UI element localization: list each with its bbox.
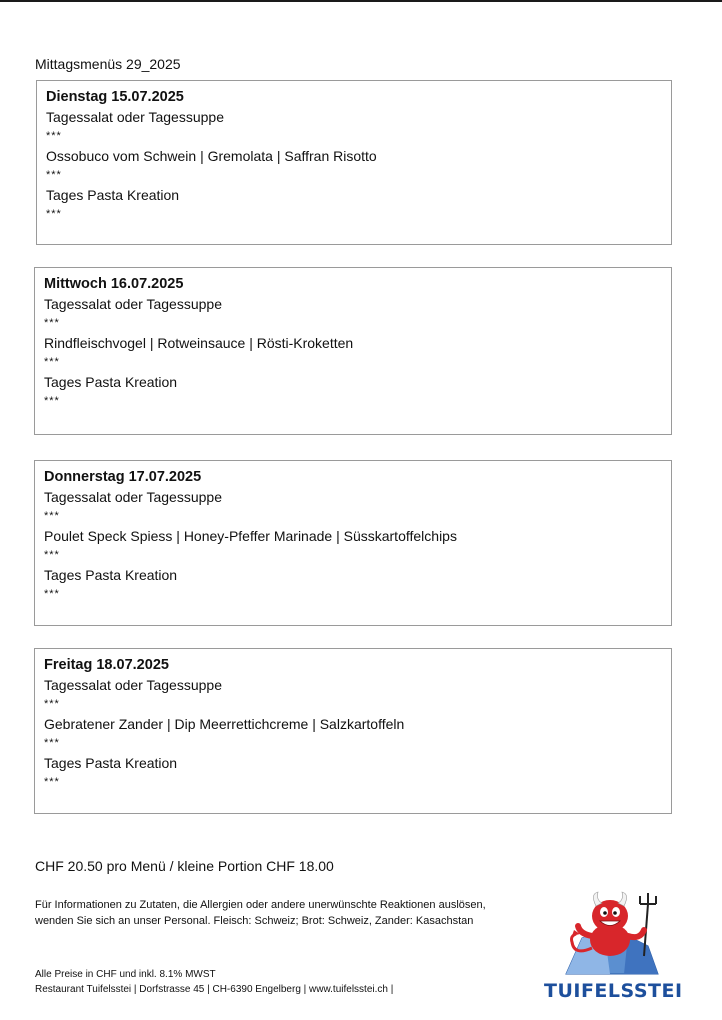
allergen-info-line: wenden Sie sich an unser Personal. Fleisch: Schweiz; Brot: Schweiz, Zander: Kasachstan (35, 915, 474, 927)
separator: *** (46, 130, 62, 142)
separator: *** (44, 395, 60, 407)
starter-option: Tagessalat oder Tagessuppe (46, 109, 224, 125)
separator: *** (44, 549, 60, 561)
pasta-option: Tages Pasta Kreation (44, 374, 178, 390)
separator: *** (44, 510, 60, 522)
day-heading: Mittwoch 16.07.2025 (44, 276, 184, 292)
restaurant-logo (544, 890, 683, 1002)
allergen-info (35, 897, 555, 929)
day-menu-tuesday (36, 80, 672, 245)
separator: *** (44, 588, 60, 600)
day-heading: Dienstag 15.07.2025 (46, 89, 184, 105)
main-course: Ossobuco vom Schwein | Gremolata | Saffran Risotto (46, 148, 377, 164)
separator: *** (46, 169, 62, 181)
day-heading: Freitag 18.07.2025 (44, 657, 169, 673)
main-course: Poulet Speck Spiess | Honey-Pfeffer Marinade | Süsskartoffelchips (44, 528, 457, 544)
footer (35, 967, 393, 997)
pasta-option: Tages Pasta Kreation (44, 755, 178, 771)
main-course: Gebratener Zander | Dip Meerrettichcreme | Salzkartoffeln (44, 716, 405, 732)
day-heading: Donnerstag 17.07.2025 (44, 469, 202, 485)
separator: *** (44, 776, 60, 788)
separator: *** (46, 208, 62, 220)
day-menu-friday (34, 648, 672, 814)
separator: *** (44, 698, 60, 710)
pasta-option: Tages Pasta Kreation (44, 567, 178, 583)
starter-option: Tagessalat oder Tagessuppe (44, 677, 222, 693)
separator: *** (44, 737, 60, 749)
footer-vat-note: Alle Preise in CHF und inkl. 8.1% MWST (35, 969, 216, 980)
starter-option: Tagessalat oder Tagessuppe (44, 296, 222, 312)
page-title: Mittagsmenüs 29_2025 (35, 56, 181, 72)
footer-address: Restaurant Tuifelsstei | Dorfstrasse 45 | CH-6390 Engelberg | www.tuifelsstei.ch | (35, 984, 394, 995)
allergen-info-line: Für Informationen zu Zutaten, die Allergien oder andere unerwünschte Reaktionen auslösen, (35, 899, 486, 911)
main-course: Rindfleischvogel | Rotweinsauce | Rösti-Kroketten (44, 335, 354, 351)
starter-option: Tagessalat oder Tagessuppe (44, 489, 222, 505)
day-menu-wednesday (34, 267, 672, 435)
separator: *** (44, 356, 60, 368)
day-menu-thursday (34, 460, 672, 626)
menu-price: CHF 20.50 pro Menü / kleine Portion CHF 18.00 (35, 858, 334, 874)
separator: *** (44, 317, 60, 329)
pasta-option: Tages Pasta Kreation (46, 187, 180, 203)
logo-wordmark: TUIFELSSTEI (544, 980, 683, 1002)
devil-mascot-icon (544, 890, 678, 980)
top-rule (0, 0, 722, 2)
